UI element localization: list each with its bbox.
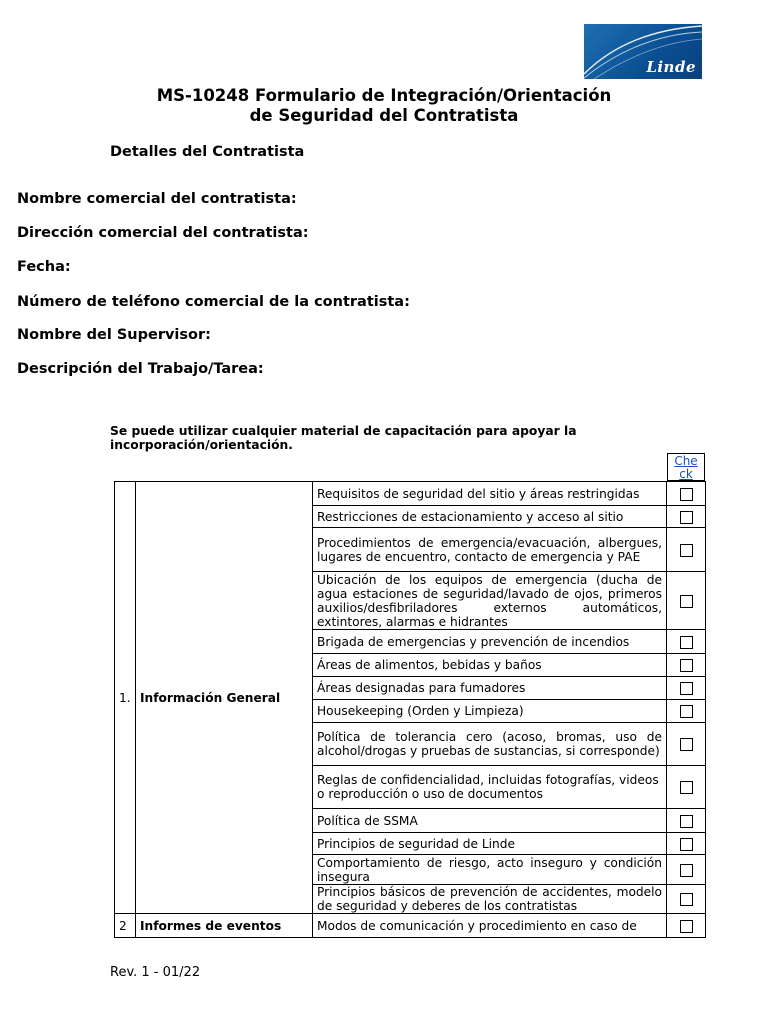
section-number: 2 <box>115 914 136 938</box>
checklist-item-text: Principios básicos de prevención de accidentes, modelo de seguridad y deberes de los contratistas <box>313 885 667 914</box>
checkbox[interactable] <box>680 781 693 794</box>
check-column-header <box>667 453 705 481</box>
checkbox-cell <box>667 572 706 630</box>
checklist-item-text: Brigada de emergencias y prevención de incendios <box>313 630 667 654</box>
section-number: 1. <box>115 482 136 914</box>
title-line-2: de Seguridad del Contratista <box>249 106 519 125</box>
section-subtitle: Detalles del Contratista <box>110 144 305 160</box>
checkbox-cell <box>667 855 706 885</box>
checkbox[interactable] <box>680 838 693 851</box>
checklist-row <box>115 914 706 938</box>
linde-logo <box>584 24 702 79</box>
checkbox[interactable] <box>680 488 693 501</box>
checkbox-cell <box>667 700 706 723</box>
checklist-item-text: Restricciones de estacionamiento y acceso al sitio <box>313 506 667 528</box>
checkbox-cell <box>667 630 706 654</box>
checkbox-cell <box>667 528 706 572</box>
checklist-item-text: Comportamiento de riesgo, acto inseguro y condición insegura <box>313 855 667 885</box>
field-label-descripcion: Descripción del Trabajo/Tarea: <box>17 361 264 377</box>
logo-text: Linde <box>646 58 696 76</box>
checkbox[interactable] <box>680 636 693 649</box>
checkbox[interactable] <box>680 815 693 828</box>
check-header-line-2: ck <box>679 467 693 481</box>
checklist-item-text: Requisitos de seguridad del sitio y áreas restringidas <box>313 482 667 506</box>
checkbox[interactable] <box>680 544 693 557</box>
checkbox-cell <box>667 654 706 677</box>
checkbox[interactable] <box>680 738 693 751</box>
checkbox-cell <box>667 723 706 766</box>
field-label-supervisor: Nombre del Supervisor: <box>17 327 211 343</box>
checkbox-cell <box>667 809 706 833</box>
checkbox-cell <box>667 766 706 809</box>
section-name: Informes de eventos <box>136 914 313 938</box>
checkbox[interactable] <box>680 864 693 877</box>
checkbox-cell <box>667 677 706 700</box>
checklist-item-text: Áreas designadas para fumadores <box>313 677 667 700</box>
checkbox[interactable] <box>680 659 693 672</box>
orientation-checklist-table <box>114 481 706 938</box>
checklist-item-text: Política de SSMA <box>313 809 667 833</box>
checkbox[interactable] <box>680 893 693 906</box>
check-header-line-1: Che <box>674 454 698 468</box>
checklist-item-text: Housekeeping (Orden y Limpieza) <box>313 700 667 723</box>
page-title <box>0 86 768 126</box>
checklist-item-text: Ubicación de los equipos de emergencia (ducha de agua estaciones de seguridad/lavado de ojos, primeros auxilios/desfibriladores externos automáticos, extintores, alarmas e hidrantes <box>313 572 667 630</box>
checkbox-cell <box>667 914 706 938</box>
checkbox[interactable] <box>680 595 693 608</box>
title-line-1: MS-10248 Formulario de Integración/Orientación <box>156 86 612 105</box>
checklist-item-text: Áreas de alimentos, bebidas y baños <box>313 654 667 677</box>
checklist-item-text: Procedimientos de emergencia/evacuación, albergues, lugares de encuentro, contacto de emergencia y PAE <box>313 528 667 572</box>
checkbox[interactable] <box>680 920 693 933</box>
checklist-item-text: Principios de seguridad de Linde <box>313 833 667 855</box>
checklist-item-text: Política de tolerancia cero (acoso, bromas, uso de alcohol/drogas y pruebas de sustancias, si corresponde) <box>313 723 667 766</box>
revision-footer: Rev. 1 - 01/22 <box>110 965 201 980</box>
checkbox[interactable] <box>680 511 693 524</box>
checkbox-cell <box>667 482 706 506</box>
field-label-direccion: Dirección comercial del contratista: <box>17 225 309 241</box>
checklist-row <box>115 482 706 506</box>
checkbox-cell <box>667 506 706 528</box>
checkbox-cell <box>667 833 706 855</box>
field-label-fecha: Fecha: <box>17 259 71 275</box>
field-label-nombre-comercial: Nombre comercial del contratista: <box>17 191 297 207</box>
section-name: Información General <box>136 482 313 914</box>
field-label-telefono: Número de teléfono comercial de la contratista: <box>17 294 410 310</box>
checkbox[interactable] <box>680 705 693 718</box>
checklist-item-text: Modos de comunicación y procedimiento en caso de <box>313 914 667 938</box>
checkbox-cell <box>667 885 706 914</box>
checklist-item-text: Reglas de confidencialidad, incluidas fotografías, videos o reproducción o uso de documentos <box>313 766 667 809</box>
training-note: Se puede utilizar cualquier material de capacitación para apoyar la incorporación/orientación. <box>110 424 577 452</box>
checkbox[interactable] <box>680 682 693 695</box>
